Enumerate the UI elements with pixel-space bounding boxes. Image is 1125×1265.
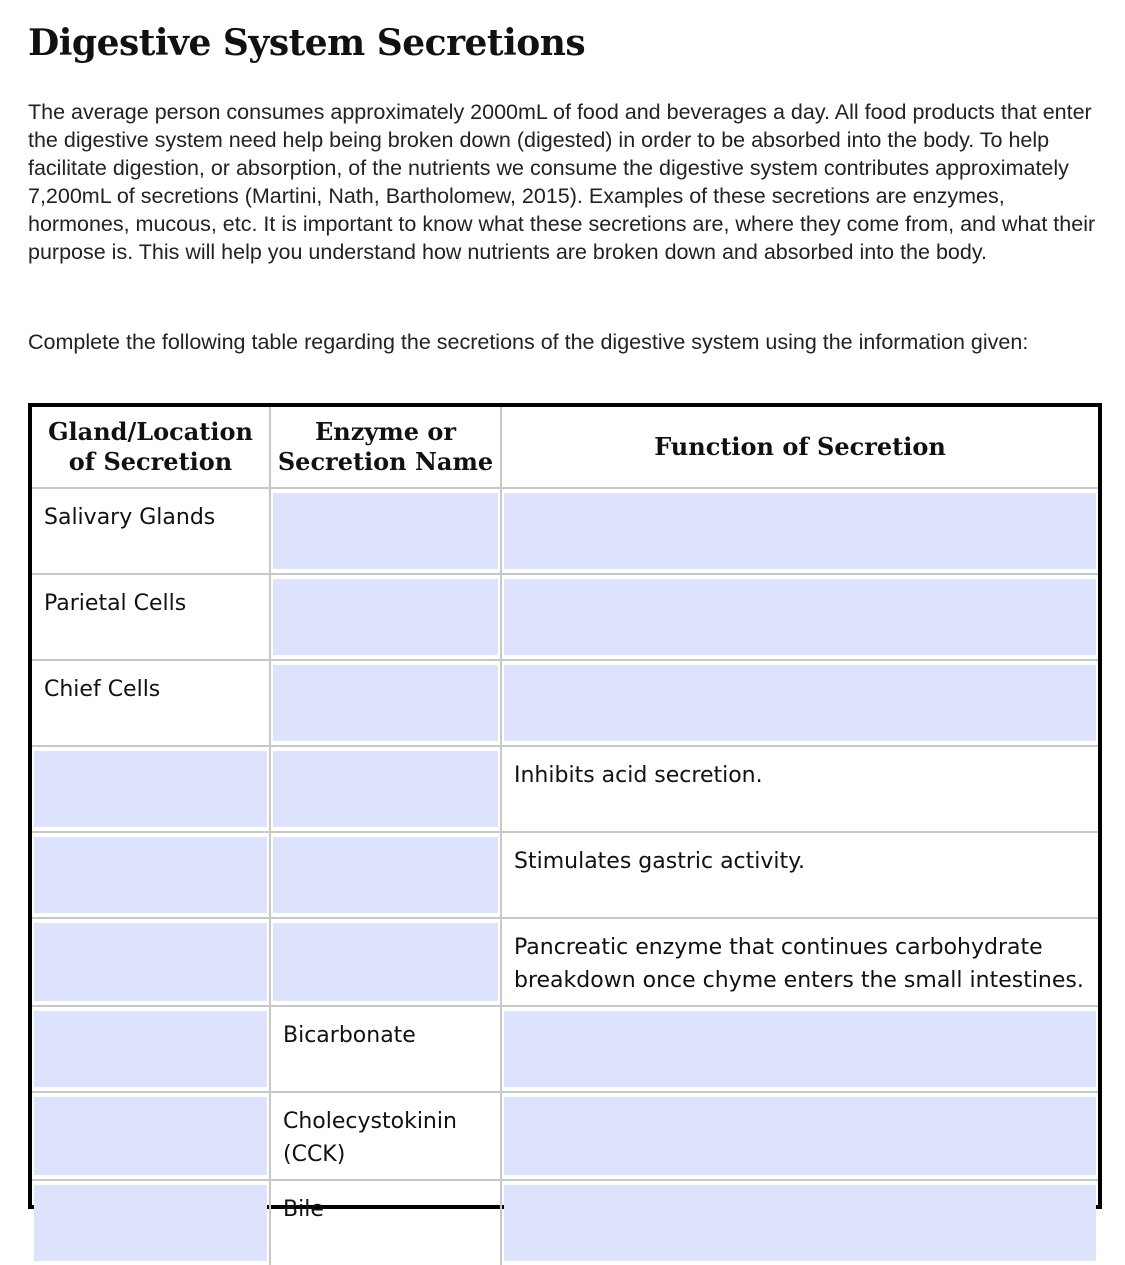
- answer-field[interactable]: [504, 1185, 1096, 1261]
- answer-field[interactable]: [34, 1097, 267, 1175]
- table-row: [32, 1006, 1098, 1092]
- table-header-row: [32, 407, 1098, 488]
- secretion-cell-blank: [270, 918, 501, 1006]
- gland-cell-text: Parietal Cells: [44, 591, 187, 616]
- table-row: [32, 574, 1098, 660]
- header-gland-location: Gland/Location of Secretion: [32, 407, 270, 488]
- secretions-table: [28, 403, 1102, 1222]
- intro-paragraph: The average person consumes approximately 2000mL of food and beverages a day. All food products that enter the digestive system need help being broken down (digested) in order to be absorbed into the body. To help facilitate digestion, or absorption, of the nutrients we consume the digestive system contributes approximately 7,200mL of secretions (Martini, Nath, Bartholomew, 2015). Examples of these secretions are enzymes, hormones, mucous, etc. It is important to know what these secretions are, where they come from, and what their purpose is. This will help you understand how nutrients are broken down and absorbed into the body.: [28, 100, 1096, 264]
- secretion-cell: [270, 1092, 501, 1180]
- function-cell-text: Stimulates gastric activity.: [514, 849, 806, 874]
- answer-field[interactable]: [273, 493, 498, 569]
- answer-field[interactable]: [273, 579, 498, 655]
- secretion-cell-text: Cholecystokinin (CCK): [283, 1109, 457, 1167]
- answer-field[interactable]: [34, 837, 267, 913]
- gland-cell-text: Chief Cells: [44, 677, 161, 702]
- gland-cell-blank: [32, 832, 270, 918]
- gland-cell-blank: [32, 918, 270, 1006]
- function-cell-blank: [501, 660, 1098, 746]
- answer-field[interactable]: [504, 665, 1096, 741]
- answer-field[interactable]: [504, 1011, 1096, 1087]
- secretion-cell-blank: [270, 574, 501, 660]
- gland-cell-blank: [32, 1092, 270, 1180]
- function-cell-blank: [501, 1006, 1098, 1092]
- answer-field[interactable]: [34, 1185, 267, 1261]
- gland-cell: [32, 488, 270, 574]
- answer-field[interactable]: [504, 1097, 1096, 1175]
- secretion-cell: [270, 1180, 501, 1265]
- page-title: Digestive System Secretions: [28, 22, 586, 64]
- gland-cell-blank: [32, 746, 270, 832]
- function-cell-blank: [501, 488, 1098, 574]
- answer-field[interactable]: [34, 923, 267, 1001]
- function-cell: [501, 832, 1098, 918]
- answer-field[interactable]: [504, 493, 1096, 569]
- secretion-cell-blank: [270, 746, 501, 832]
- secretion-cell-blank: [270, 832, 501, 918]
- function-cell-blank: [501, 574, 1098, 660]
- answer-field[interactable]: [273, 837, 498, 913]
- function-cell-text: Inhibits acid secretion.: [514, 763, 763, 788]
- function-cell-text: Pancreatic enzyme that continues carbohydrate breakdown once chyme enters the small intestines.: [514, 935, 1084, 993]
- answer-field[interactable]: [273, 751, 498, 827]
- header-function: Function of Secretion: [501, 407, 1098, 488]
- answer-field[interactable]: [504, 579, 1096, 655]
- table-row: [32, 832, 1098, 918]
- secretion-cell-blank: [270, 660, 501, 746]
- answer-field[interactable]: [34, 1011, 267, 1087]
- answer-field[interactable]: [273, 923, 498, 1001]
- secretion-cell-text: Bile: [283, 1197, 324, 1222]
- secretion-cell-blank: [270, 488, 501, 574]
- table-row: [32, 660, 1098, 746]
- answer-field[interactable]: [34, 751, 267, 827]
- header-secretion-name: Enzyme or Secretion Name: [270, 407, 501, 488]
- function-cell: [501, 918, 1098, 1006]
- gland-cell-blank: [32, 1006, 270, 1092]
- table-row: [32, 746, 1098, 832]
- table-row: [32, 1092, 1098, 1180]
- gland-cell-blank: [32, 1180, 270, 1265]
- secretion-cell: [270, 1006, 501, 1092]
- gland-cell: [32, 660, 270, 746]
- instruction-text: Complete the following table regarding the secretions of the digestive system using the information given:: [28, 330, 1029, 354]
- gland-cell: [32, 574, 270, 660]
- table-row: [32, 1180, 1098, 1265]
- answer-field[interactable]: [273, 665, 498, 741]
- function-cell-blank: [501, 1092, 1098, 1180]
- table-row: [32, 918, 1098, 1006]
- gland-cell-text: Salivary Glands: [44, 505, 216, 530]
- table-row: [32, 488, 1098, 574]
- function-cell-blank: [501, 1180, 1098, 1265]
- function-cell: [501, 746, 1098, 832]
- secretion-cell-text: Bicarbonate: [283, 1023, 416, 1048]
